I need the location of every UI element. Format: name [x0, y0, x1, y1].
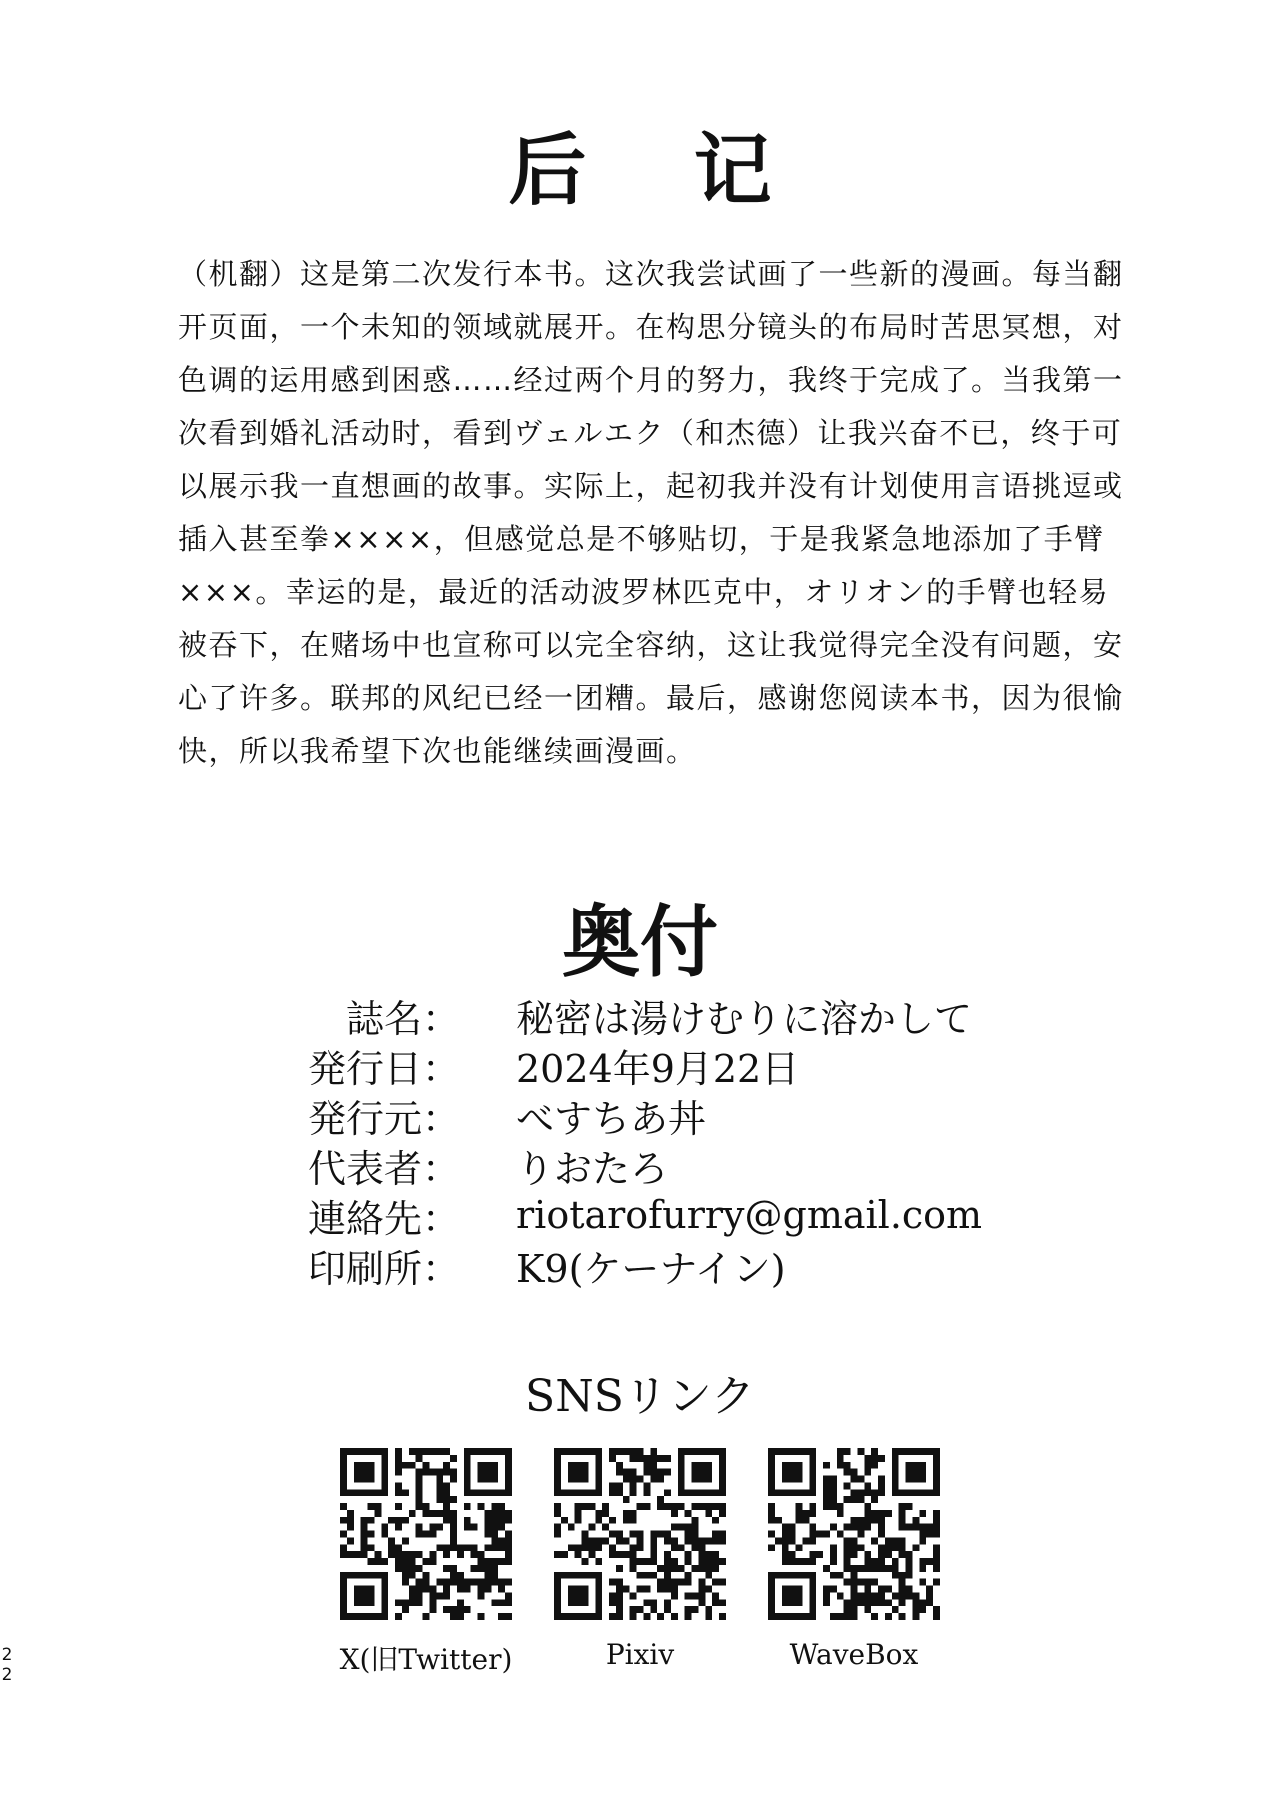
colophon-label: 代表者：	[307, 1146, 460, 1191]
afterword-line: 心了许多。联邦的风纪已经一团糟。最后，感谢您阅读本书，因为很愉	[178, 681, 1124, 715]
colophon-row-title	[300, 990, 1060, 1040]
colophon-row-printer	[300, 1240, 1060, 1290]
colophon-value: りおたろ	[516, 1146, 669, 1191]
colophon-label: 発行日：	[307, 1046, 460, 1091]
sns-label-wavebox: WaveBox	[789, 1638, 919, 1671]
afterword-line: 被吞下，在赌场中也宣称可以完全容纳，这让我觉得完全没有问题，安	[178, 628, 1124, 662]
colophon-value: 秘密は湯けむりに溶かして	[516, 996, 973, 1041]
colophon-label: 連絡先：	[307, 1196, 460, 1241]
qr-code-icon[interactable]	[340, 1448, 512, 1620]
page-number-text: 2 2	[1, 1645, 13, 1685]
page-number	[0, 1645, 14, 1685]
colophon-label: 印刷所：	[307, 1246, 460, 1291]
sns-title: SNSリンク	[525, 1371, 755, 1422]
sns-label-pixiv: Pixiv	[605, 1638, 675, 1671]
colophon-label: 発行元：	[307, 1096, 460, 1141]
afterword-line: 色调的运用感到困惑……经过两个月的努力，我终于完成了。当我第一	[178, 363, 1124, 397]
sns-link-pixiv[interactable]	[550, 1448, 730, 1671]
colophon-value: 2024年9月22日	[516, 1046, 800, 1091]
qr-code-icon[interactable]	[768, 1448, 940, 1620]
afterword-body	[178, 248, 1136, 778]
sns-link-wavebox[interactable]	[764, 1448, 944, 1671]
afterword-line: 开页面，一个未知的领域就展开。在构思分镜头的布局时苦思冥想，对	[178, 310, 1124, 344]
colophon-row-representative	[300, 1140, 1060, 1190]
colophon-value: べすちあ丼	[516, 1096, 707, 1141]
contact-email[interactable]: riotarofurry@gmail.com	[516, 1193, 983, 1237]
colophon-row-date	[300, 1040, 1060, 1090]
afterword-line: 次看到婚礼活动时，看到ヴェルエク（和杰德）让我兴奋不已，终于可	[178, 416, 1123, 450]
afterword-line: 快，所以我希望下次也能继续画漫画。	[178, 734, 697, 768]
afterword-line: ×××。幸运的是，最近的活动波罗林匹克中，オリオン的手臂也轻易	[178, 575, 1110, 609]
qr-code-icon[interactable]	[554, 1448, 726, 1620]
afterword-title: 后 记	[508, 126, 812, 216]
colophon-table	[300, 990, 1060, 1290]
colophon-value: K9(ケーナイン)	[516, 1246, 786, 1291]
colophon-title: 奥付	[561, 897, 718, 988]
colophon-label: 誌名：	[345, 996, 460, 1041]
colophon-row-contact	[300, 1190, 1060, 1240]
sns-label-x: X(旧Twitter)	[339, 1643, 513, 1676]
afterword-line: 插入甚至拳××××，但感觉总是不够贴切，于是我紧急地添加了手臂	[178, 522, 1105, 556]
afterword-line: （机翻）这是第二次发行本书。这次我尝试画了一些新的漫画。每当翻	[178, 257, 1124, 291]
afterword-line: 以展示我一直想画的故事。实际上，起初我并没有计划使用言语挑逗或	[178, 469, 1124, 503]
colophon-row-publisher	[300, 1090, 1060, 1140]
sns-link-x[interactable]	[336, 1448, 516, 1678]
